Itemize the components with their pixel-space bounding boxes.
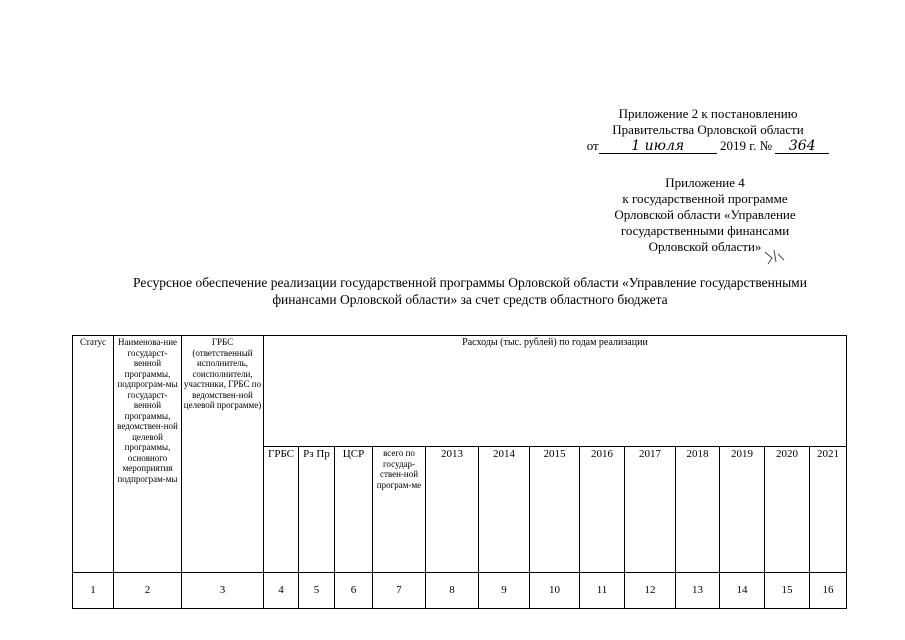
column-number: 12 [625,573,676,609]
column-number-row [73,573,847,609]
handwritten-number: 364 [775,139,829,154]
appendix-4-line4: государственными финансами [620,223,790,238]
column-number: 13 [676,573,720,609]
header-year: 2016 [580,447,625,573]
header-grbs: ГРБС [264,447,299,573]
stamp-mark-icon [762,246,788,270]
column-number: 15 [765,573,810,609]
header-year: 2019 [720,447,765,573]
header-year: 2021 [810,447,847,573]
appendix-2-date-line [578,138,838,154]
header-total: всего по государ-ствен-ной програм-ме [373,447,426,573]
date-prefix: от [586,138,599,153]
header-year: 2014 [479,447,530,573]
column-number: 3 [182,573,264,609]
appendix-4-line3: Орловской области «Управление [614,207,796,222]
appendix-4-line1: Приложение 4 [665,175,745,190]
date-suffix: 2019 г. № [719,138,773,153]
column-number: 4 [264,573,299,609]
appendix-4-block [585,175,825,255]
document-title [60,274,880,308]
appendix-4-line5: Орловской области» [648,239,762,254]
appendix-2-line1: Приложение 2 к постановлению [618,106,798,121]
header-year: 2015 [530,447,580,573]
header-csr: ЦСР [335,447,373,573]
header-year: 2017 [625,447,676,573]
header-year: 2018 [676,447,720,573]
column-number: 7 [373,573,426,609]
header-name: Наименова-ние государст-венной программы, подпрограм-мы государст-венной программы, ведомствен-ной целевой программы, основного мероприятия подпрограм-мы [114,336,182,573]
column-number: 16 [810,573,847,609]
appendix-2-line2: Правительства Орловской области [612,122,804,137]
column-number: 2 [114,573,182,609]
appendix-2-block [578,106,838,154]
header-expenses: Расходы (тыс. рублей) по годам реализации [264,336,847,447]
header-year: 2013 [426,447,479,573]
column-number: 9 [479,573,530,609]
column-number: 10 [530,573,580,609]
header-status: Статус [73,336,114,573]
column-number: 8 [426,573,479,609]
column-number: 5 [299,573,335,609]
title-line1: Ресурсное обеспечение реализации государственной программы Орловской области «Управление государственными [133,275,807,290]
title-line2: финансами Орловской области» за счет средств областного бюджета [272,292,668,307]
header-grbs-responsible: ГРБС (ответственный исполнитель, соисполнители, участники, ГРБС по ведомствен-ной целевой программе) [182,336,264,573]
column-number: 14 [720,573,765,609]
column-number: 11 [580,573,625,609]
resource-table [72,335,847,609]
header-rzpr: Рз Пр [299,447,335,573]
header-row [73,336,847,447]
header-year: 2020 [765,447,810,573]
appendix-4-line2: к государственной программе [622,191,788,206]
column-number: 1 [73,573,114,609]
column-number: 6 [335,573,373,609]
handwritten-date: 1 июля [599,139,717,154]
